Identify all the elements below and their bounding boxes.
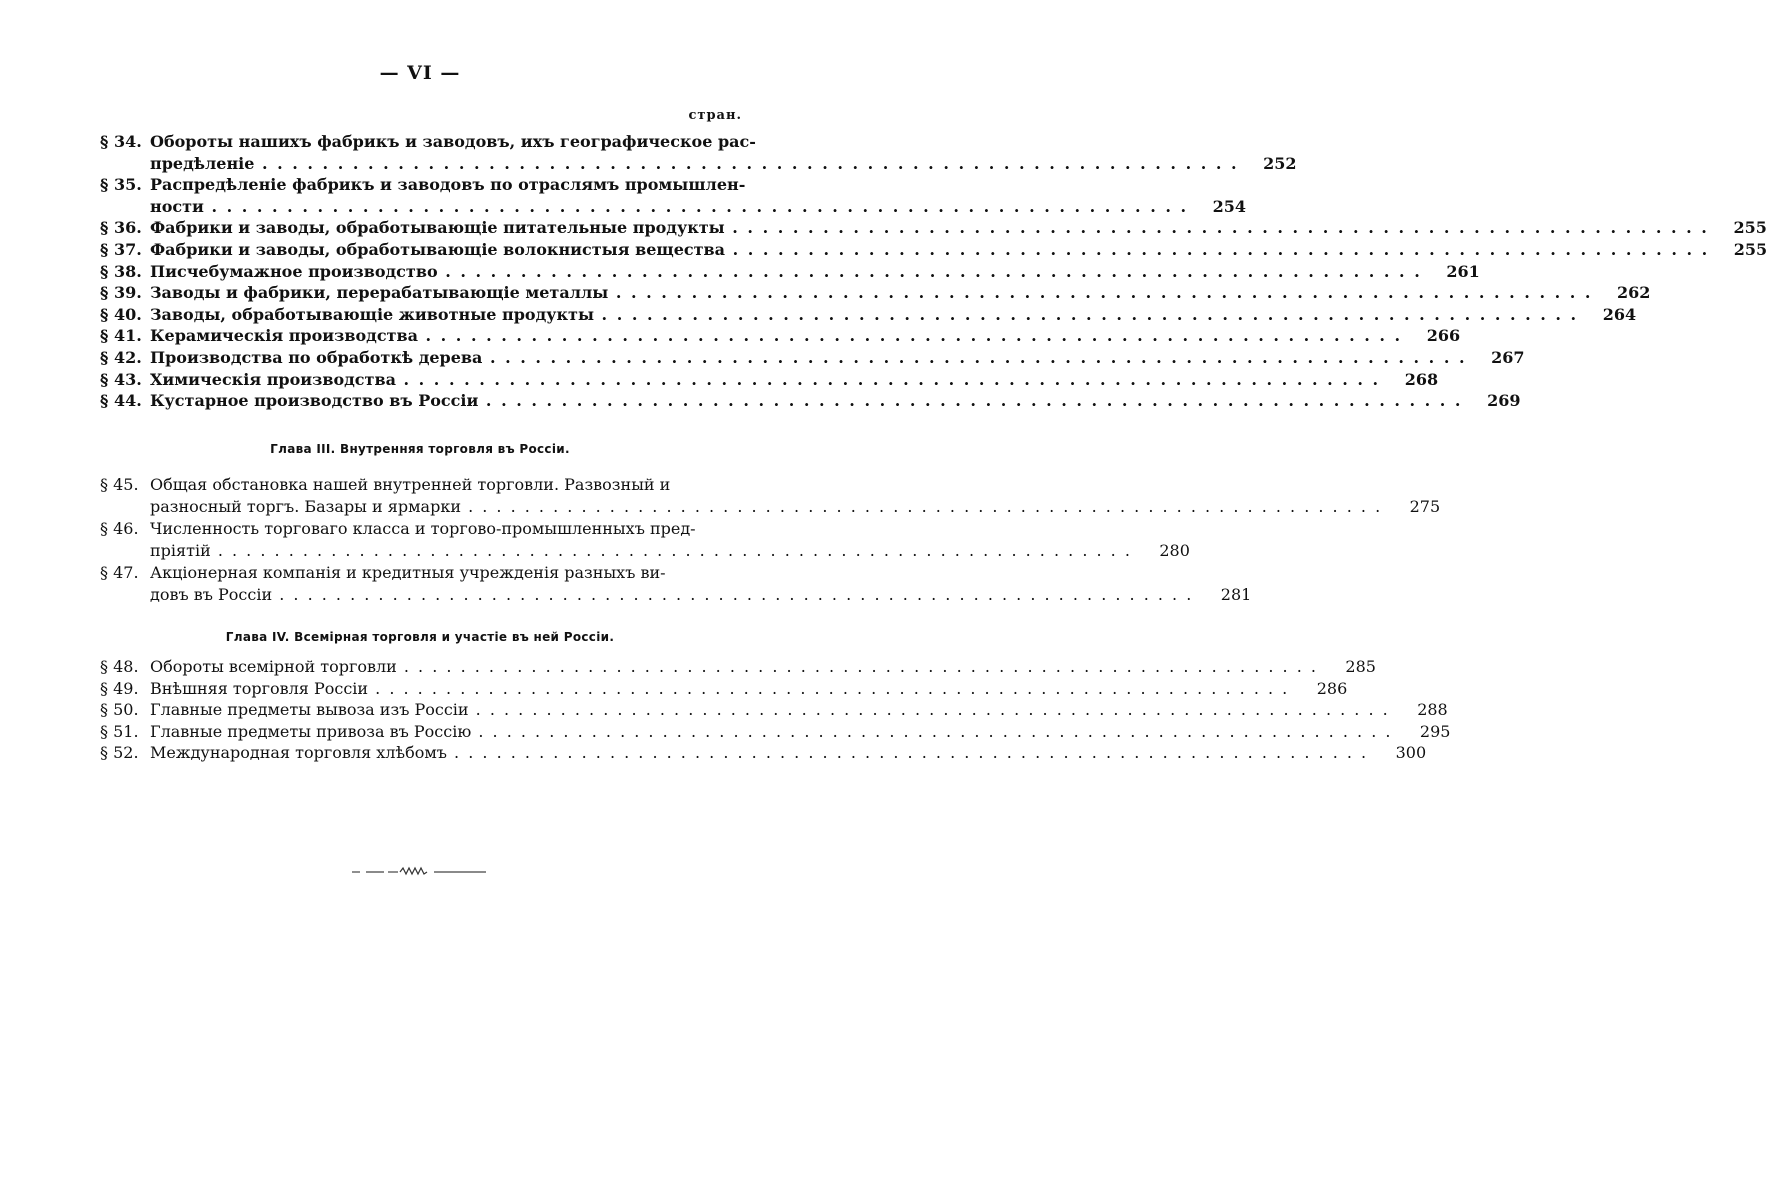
toc-entry — [100, 239, 1767, 261]
section-number: § 34. — [100, 132, 142, 151]
section-title-line: Керамическія производства . . . — [150, 325, 1402, 347]
page-reference: 285 — [1320, 656, 1376, 678]
chapter-heading-4: Глава IV. Всемірная торговля и участіе въ ней Россіи. — [225, 630, 615, 644]
page-reference: 295 — [1394, 721, 1450, 743]
section-title — [150, 721, 1450, 743]
section-title-line: довъ въ Россіи . . . — [150, 584, 1193, 606]
section-title-line: разносный торгъ. Базары и ярмарки . . . — [150, 496, 1382, 518]
toc-group-2 — [100, 474, 1441, 607]
page-reference: 254 — [1190, 196, 1246, 218]
section-title-line: Международная торговля хлѣбомъ . . . — [150, 742, 1368, 764]
page-reference: 264 — [1580, 304, 1636, 326]
section-number: § 35. — [100, 175, 142, 195]
section-number: § 39. — [100, 283, 142, 303]
section-title — [150, 699, 1448, 721]
section-title — [150, 282, 1650, 304]
toc-entry — [100, 369, 1439, 391]
page-reference: 262 — [1594, 282, 1650, 304]
page-number: — VI — — [379, 62, 461, 84]
section-title-line: Писчебумажное производство . . . — [150, 261, 1422, 283]
chapter-heading-3: Глава III. Внутренняя торговля въ Россіи. — [270, 442, 570, 456]
section-number: § 38. — [100, 261, 142, 281]
toc-entry — [100, 656, 1376, 678]
section-number: § 36. — [100, 218, 142, 238]
toc-entry — [100, 721, 1451, 743]
section-title-line: Главные предметы вывоза изъ Россіи . . . — [150, 699, 1390, 721]
toc-entry — [100, 304, 1637, 326]
page-reference: 286 — [1291, 678, 1347, 700]
section-number: § 41. — [100, 326, 142, 346]
page-reference: 269 — [1465, 390, 1521, 412]
section-number: § 48. — [100, 657, 139, 676]
toc-entry — [100, 742, 1427, 764]
section-number: § 37. — [100, 239, 142, 259]
toc-entry — [100, 174, 1247, 217]
toc-entry — [100, 347, 1525, 369]
section-title — [150, 261, 1480, 283]
section-title-line: Распредѣленіе фабрикъ и заводовъ по отраслямъ промышлен- — [150, 175, 746, 195]
toc-entry — [100, 518, 1190, 561]
section-title-line: Кустарное производство въ Россіи . . . — [150, 390, 1463, 412]
section-number: § 47. — [100, 563, 139, 583]
toc-entry — [100, 217, 1767, 239]
toc-entry — [100, 282, 1651, 304]
toc-entry — [100, 678, 1348, 700]
section-title — [150, 656, 1376, 678]
section-title — [150, 131, 1297, 174]
section-title-line: Химическія производства . . . — [150, 369, 1380, 391]
section-title-line: Акціонерная компанія и кредитныя учрежденія разныхъ ви- — [150, 563, 666, 583]
section-title-line: Заводы и фабрики, перерабатывающіе металлы . . . — [150, 282, 1592, 304]
section-title-line: Обороты нашихъ фабрикъ и заводовъ, ихъ географическое рас- — [150, 132, 756, 151]
closing-ornament — [350, 864, 490, 878]
page-reference: 267 — [1469, 347, 1525, 369]
page-reference: 255 — [1711, 217, 1767, 239]
section-title — [150, 518, 1190, 561]
section-title — [150, 390, 1521, 412]
section-title-line: Фабрики и заводы, обработывающіе волокнистыя вещества . . . — [150, 239, 1709, 261]
section-title — [150, 474, 1440, 517]
page-reference: 255 — [1711, 239, 1767, 261]
page-reference: 275 — [1384, 496, 1440, 518]
section-title — [150, 742, 1426, 764]
toc-entry — [100, 699, 1448, 721]
page-reference: 268 — [1382, 369, 1438, 391]
section-title-line: Общая обстановка нашей внутренней торговли. Развозный и — [150, 475, 671, 494]
section-title — [150, 325, 1460, 347]
toc-entry — [100, 131, 1297, 174]
section-title — [150, 304, 1636, 326]
column-header-pages: стран. — [688, 108, 742, 123]
toc-group-1 — [100, 131, 1767, 412]
section-title — [150, 678, 1347, 700]
page-reference: 280 — [1134, 540, 1190, 562]
section-number: § 45. — [100, 475, 139, 494]
page-reference: 252 — [1241, 153, 1297, 175]
section-title — [150, 562, 1251, 605]
page-reference: 300 — [1370, 742, 1426, 764]
section-number: § 44. — [100, 391, 142, 411]
toc-group-3 — [100, 656, 1451, 764]
section-title — [150, 239, 1767, 261]
section-number: § 46. — [100, 519, 139, 539]
section-number: § 42. — [100, 347, 142, 367]
toc-entry — [100, 261, 1480, 283]
section-title-line: Численность торговаго класса и торгово-промышленныхъ пред- — [150, 519, 696, 539]
section-title-line: Заводы, обработывающіе животные продукты . . . — [150, 304, 1578, 326]
section-number: § 52. — [100, 743, 139, 763]
section-title — [150, 369, 1438, 391]
section-number: § 50. — [100, 700, 139, 720]
section-number: § 40. — [100, 304, 142, 324]
section-title-line: Обороты всемірной торговли . . . — [150, 656, 1318, 678]
section-number: § 49. — [100, 678, 139, 698]
section-title-line: Главные предметы привоза въ Россію . . . — [150, 721, 1392, 743]
page-reference: 266 — [1404, 325, 1460, 347]
section-title — [150, 347, 1525, 369]
section-number: § 43. — [100, 369, 142, 389]
section-title-line: пріятій . . . — [150, 540, 1132, 562]
toc-entry — [100, 325, 1461, 347]
page-reference: 281 — [1195, 584, 1251, 606]
section-number: § 51. — [100, 721, 139, 741]
section-title-line: предѣленіе . . . — [150, 153, 1239, 175]
section-title-line: Фабрики и заводы, обработывающіе питательные продукты . . . — [150, 217, 1709, 239]
toc-entry — [100, 390, 1521, 412]
page-reference: 261 — [1424, 261, 1480, 283]
section-title — [150, 217, 1767, 239]
section-title — [150, 174, 1246, 217]
section-title-line: Производства по обработкѣ дерева . . . — [150, 347, 1467, 369]
toc-entry — [100, 474, 1441, 517]
section-title-line: ности . . . — [150, 196, 1188, 218]
page-reference: 288 — [1392, 699, 1448, 721]
section-title-line: Внѣшняя торговля Россіи . . . — [150, 678, 1289, 700]
toc-entry — [100, 562, 1252, 605]
